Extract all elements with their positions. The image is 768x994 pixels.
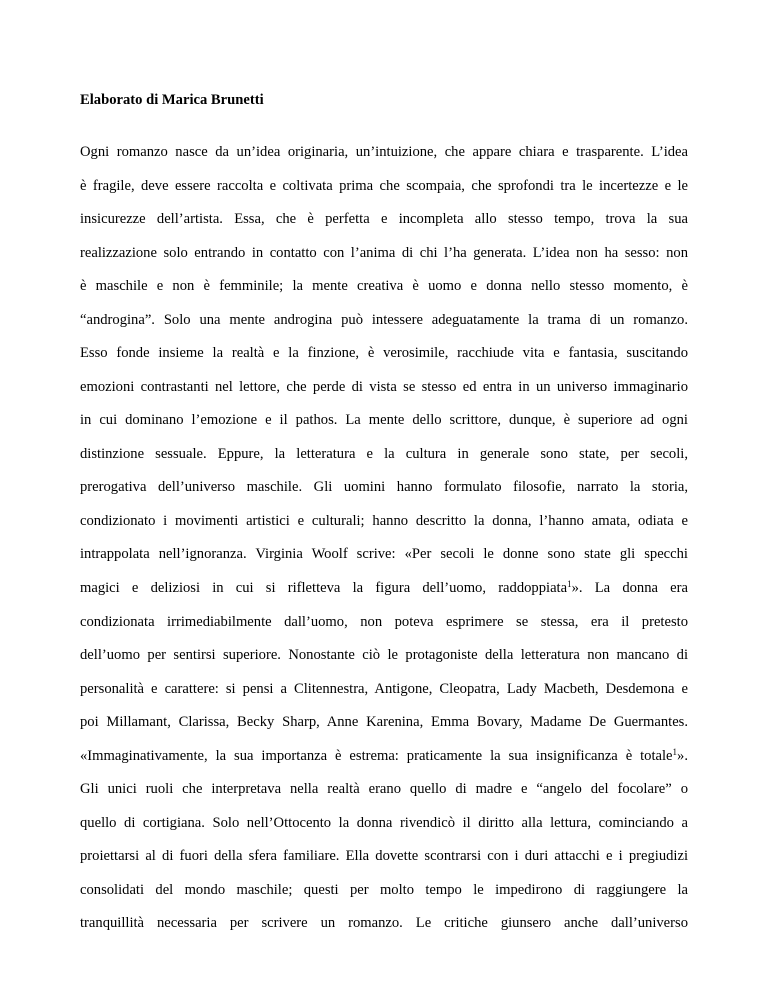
- document-title: Elaborato di Marica Brunetti: [80, 92, 264, 108]
- body-line: tranquillità necessaria per scrivere un romanzo. Le critiche giunsero anche dall’universo: [80, 915, 688, 931]
- body-line: emozioni contrastanti nel lettore, che perde di vista se stesso ed entra in un universo immaginario: [80, 379, 688, 395]
- body-line-with-footnote: [80, 579, 688, 597]
- body-text: ». La donna era: [571, 580, 688, 596]
- body-text: ».: [677, 748, 688, 764]
- body-line: proiettarsi al di fuori della sfera familiare. Ella dovette scontrarsi con i duri attacchi e i pregiudizi: [80, 848, 688, 864]
- body-line: condizionata irrimediabilmente dall’uomo, non poteva esprimere se stessa, era il pretesto: [80, 614, 688, 630]
- body-line: insicurezze dell’artista. Essa, che è perfetta e incompleta allo stesso tempo, trova la sua: [80, 211, 688, 227]
- body-line: in cui dominano l’emozione e il pathos. La mente dello scrittore, dunque, è superiore ad ogni: [80, 412, 688, 428]
- footnote-marker: 1: [567, 579, 572, 589]
- body-line: quello di cortigiana. Solo nell’Ottocento la donna rivendicò il diritto alla lettura, cominciando a: [80, 815, 688, 831]
- footnote-marker: 1: [672, 747, 678, 757]
- body-line: Gli unici ruoli che interpretava nella realtà erano quello di madre e “angelo del focolare” o: [80, 781, 688, 797]
- body-line: è fragile, deve essere raccolta e coltivata prima che scompaia, che sprofondi tra le incertezze e le: [80, 178, 688, 194]
- body-line: è maschile e non è femminile; la mente creativa è uomo e donna nello stesso momento, è: [80, 278, 688, 294]
- body-line: “androgina”. Solo una mente androgina può intessere adeguatamente la trama di un romanzo.: [80, 312, 688, 328]
- body-line: prerogativa dell’universo maschile. Gli uomini hanno formulato filosofie, narrato la storia,: [80, 479, 688, 495]
- body-line: Esso fonde insieme la realtà e la finzione, è verosimile, racchiude vita e fantasia, suscitando: [80, 345, 688, 361]
- body-line-with-footnote: [80, 747, 688, 765]
- body-line: consolidati del mondo maschile; questi per molto tempo le impedirono di raggiungere la: [80, 882, 688, 898]
- body-line: dell’uomo per sentirsi superiore. Nonostante ciò le protagoniste della letteratura non mancano di: [80, 647, 688, 663]
- body-line: personalità e carattere: si pensi a Clitennestra, Antigone, Cleopatra, Lady Macbeth, Desdemona e: [80, 681, 688, 697]
- body-line: poi Millamant, Clarissa, Becky Sharp, Anne Karenina, Emma Bovary, Madame De Guermantes.: [80, 714, 688, 730]
- body-text: magici e deliziosi in cui si rifletteva la figura dell’uomo, raddoppiata: [80, 580, 568, 596]
- body-line: condizionato i movimenti artistici e culturali; hanno descritto la donna, l’hanno amata, odiata e: [80, 513, 688, 529]
- body-line: realizzazione solo entrando in contatto con l’anima di chi l’ha generata. L’idea non ha sesso: non: [80, 245, 688, 261]
- body-line: distinzione sessuale. Eppure, la letteratura e la cultura in generale sono state, per secoli,: [80, 446, 688, 462]
- body-line: Ogni romanzo nasce da un’idea originaria, un’intuizione, che appare chiara e trasparente. L’idea: [80, 144, 688, 160]
- body-text: «Immaginativamente, la sua importanza è estrema: praticamente la sua insignificanza è totale: [80, 748, 673, 764]
- body-line: intrappolata nell’ignoranza. Virginia Woolf scrive: «Per secoli le donne sono state gli specchi: [80, 546, 688, 562]
